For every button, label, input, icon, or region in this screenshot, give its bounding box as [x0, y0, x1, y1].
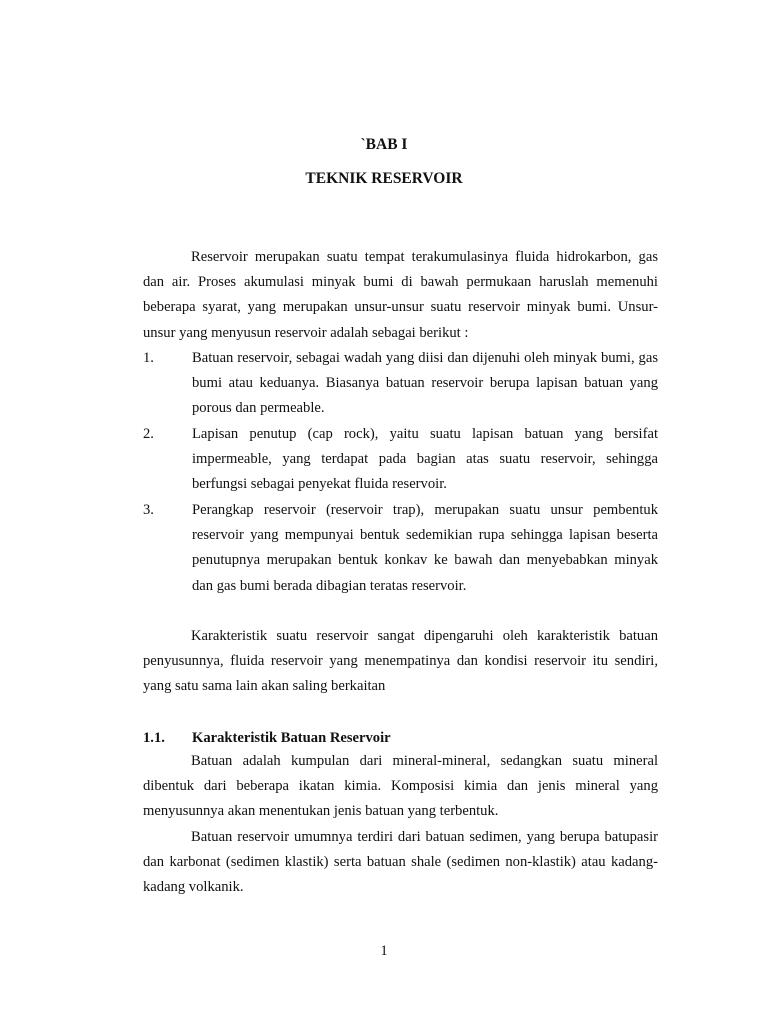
intro-text: Reservoir merupakan suatu tempat terakumulasinya fluida hidrokarbon, gas dan air. Proses akumulasi minyak bumi di bawah permukaan haruslah memenuhi beberapa syarat, yang merupakan unsur-unsur suatu reservoir minyak bumi. Unsur-unsur yang menyusun reservoir adalah sebagai berikut :	[143, 249, 658, 341]
section-number: 1.1.	[143, 730, 165, 746]
list-item	[143, 346, 658, 422]
page-number: 1	[380, 943, 388, 959]
section-heading	[143, 727, 391, 749]
karakteristik-text: Karakteristik suatu reservoir sangat dipengaruhi oleh karakteristik batuan penyusunnya, fluida reservoir yang menempatinya dan kondisi reservoir itu sendiri, yang satu sama lain akan saling berkaitan	[143, 628, 658, 695]
section-paragraph	[143, 825, 658, 901]
list-text: Batuan reservoir, sebagai wadah yang diisi dan dijenuhi oleh minyak bumi, gas bumi atau keduanya. Biasanya batuan reservoir berupa lapisan batuan yang porous dan permeable.	[192, 350, 658, 417]
section-paragraph-text: Batuan reservoir umumnya terdiri dari batuan sedimen, yang berupa batupasir dan karbonat (sedimen klastik) serta batuan shale (sedimen non-klastik) atau kadang-kadang volkanik.	[143, 829, 658, 896]
list-number: 2.	[143, 426, 154, 442]
section-paragraph-text: Batuan adalah kumpulan dari mineral-mineral, sedangkan suatu mineral dibentuk dari beberapa ikatan kimia. Komposisi kimia dan jenis mineral yang menyusunnya akan menentukan jenis batuan yang terbentuk.	[143, 753, 658, 820]
chapter-label: `BAB I	[360, 136, 408, 153]
chapter-title: TEKNIK RESERVOIR	[305, 170, 463, 187]
list-text: Lapisan penutup (cap rock), yaitu suatu lapisan batuan yang bersifat impermeable, yang terdapat pada bagian atas suatu reservoir, sehingga berfungsi sebagai penyekat fluida reservoir.	[192, 426, 658, 493]
list-item	[143, 422, 658, 498]
section-paragraph	[143, 749, 658, 825]
list-item	[143, 498, 658, 599]
list-number: 1.	[143, 350, 154, 366]
section-title: Karakteristik Batuan Reservoir	[192, 730, 391, 746]
intro-paragraph	[143, 245, 658, 346]
list-number: 3.	[143, 502, 154, 518]
list-text: Perangkap reservoir (reservoir trap), merupakan suatu unsur pembentuk reservoir yang mempunyai bentuk sedemikian rupa sehingga lapisan beserta penutupnya merupakan bentuk konkav ke bawah dan menyebabkan minyak dan gas bumi berada dibagian teratas reservoir.	[192, 502, 658, 594]
karakteristik-paragraph	[143, 624, 658, 700]
